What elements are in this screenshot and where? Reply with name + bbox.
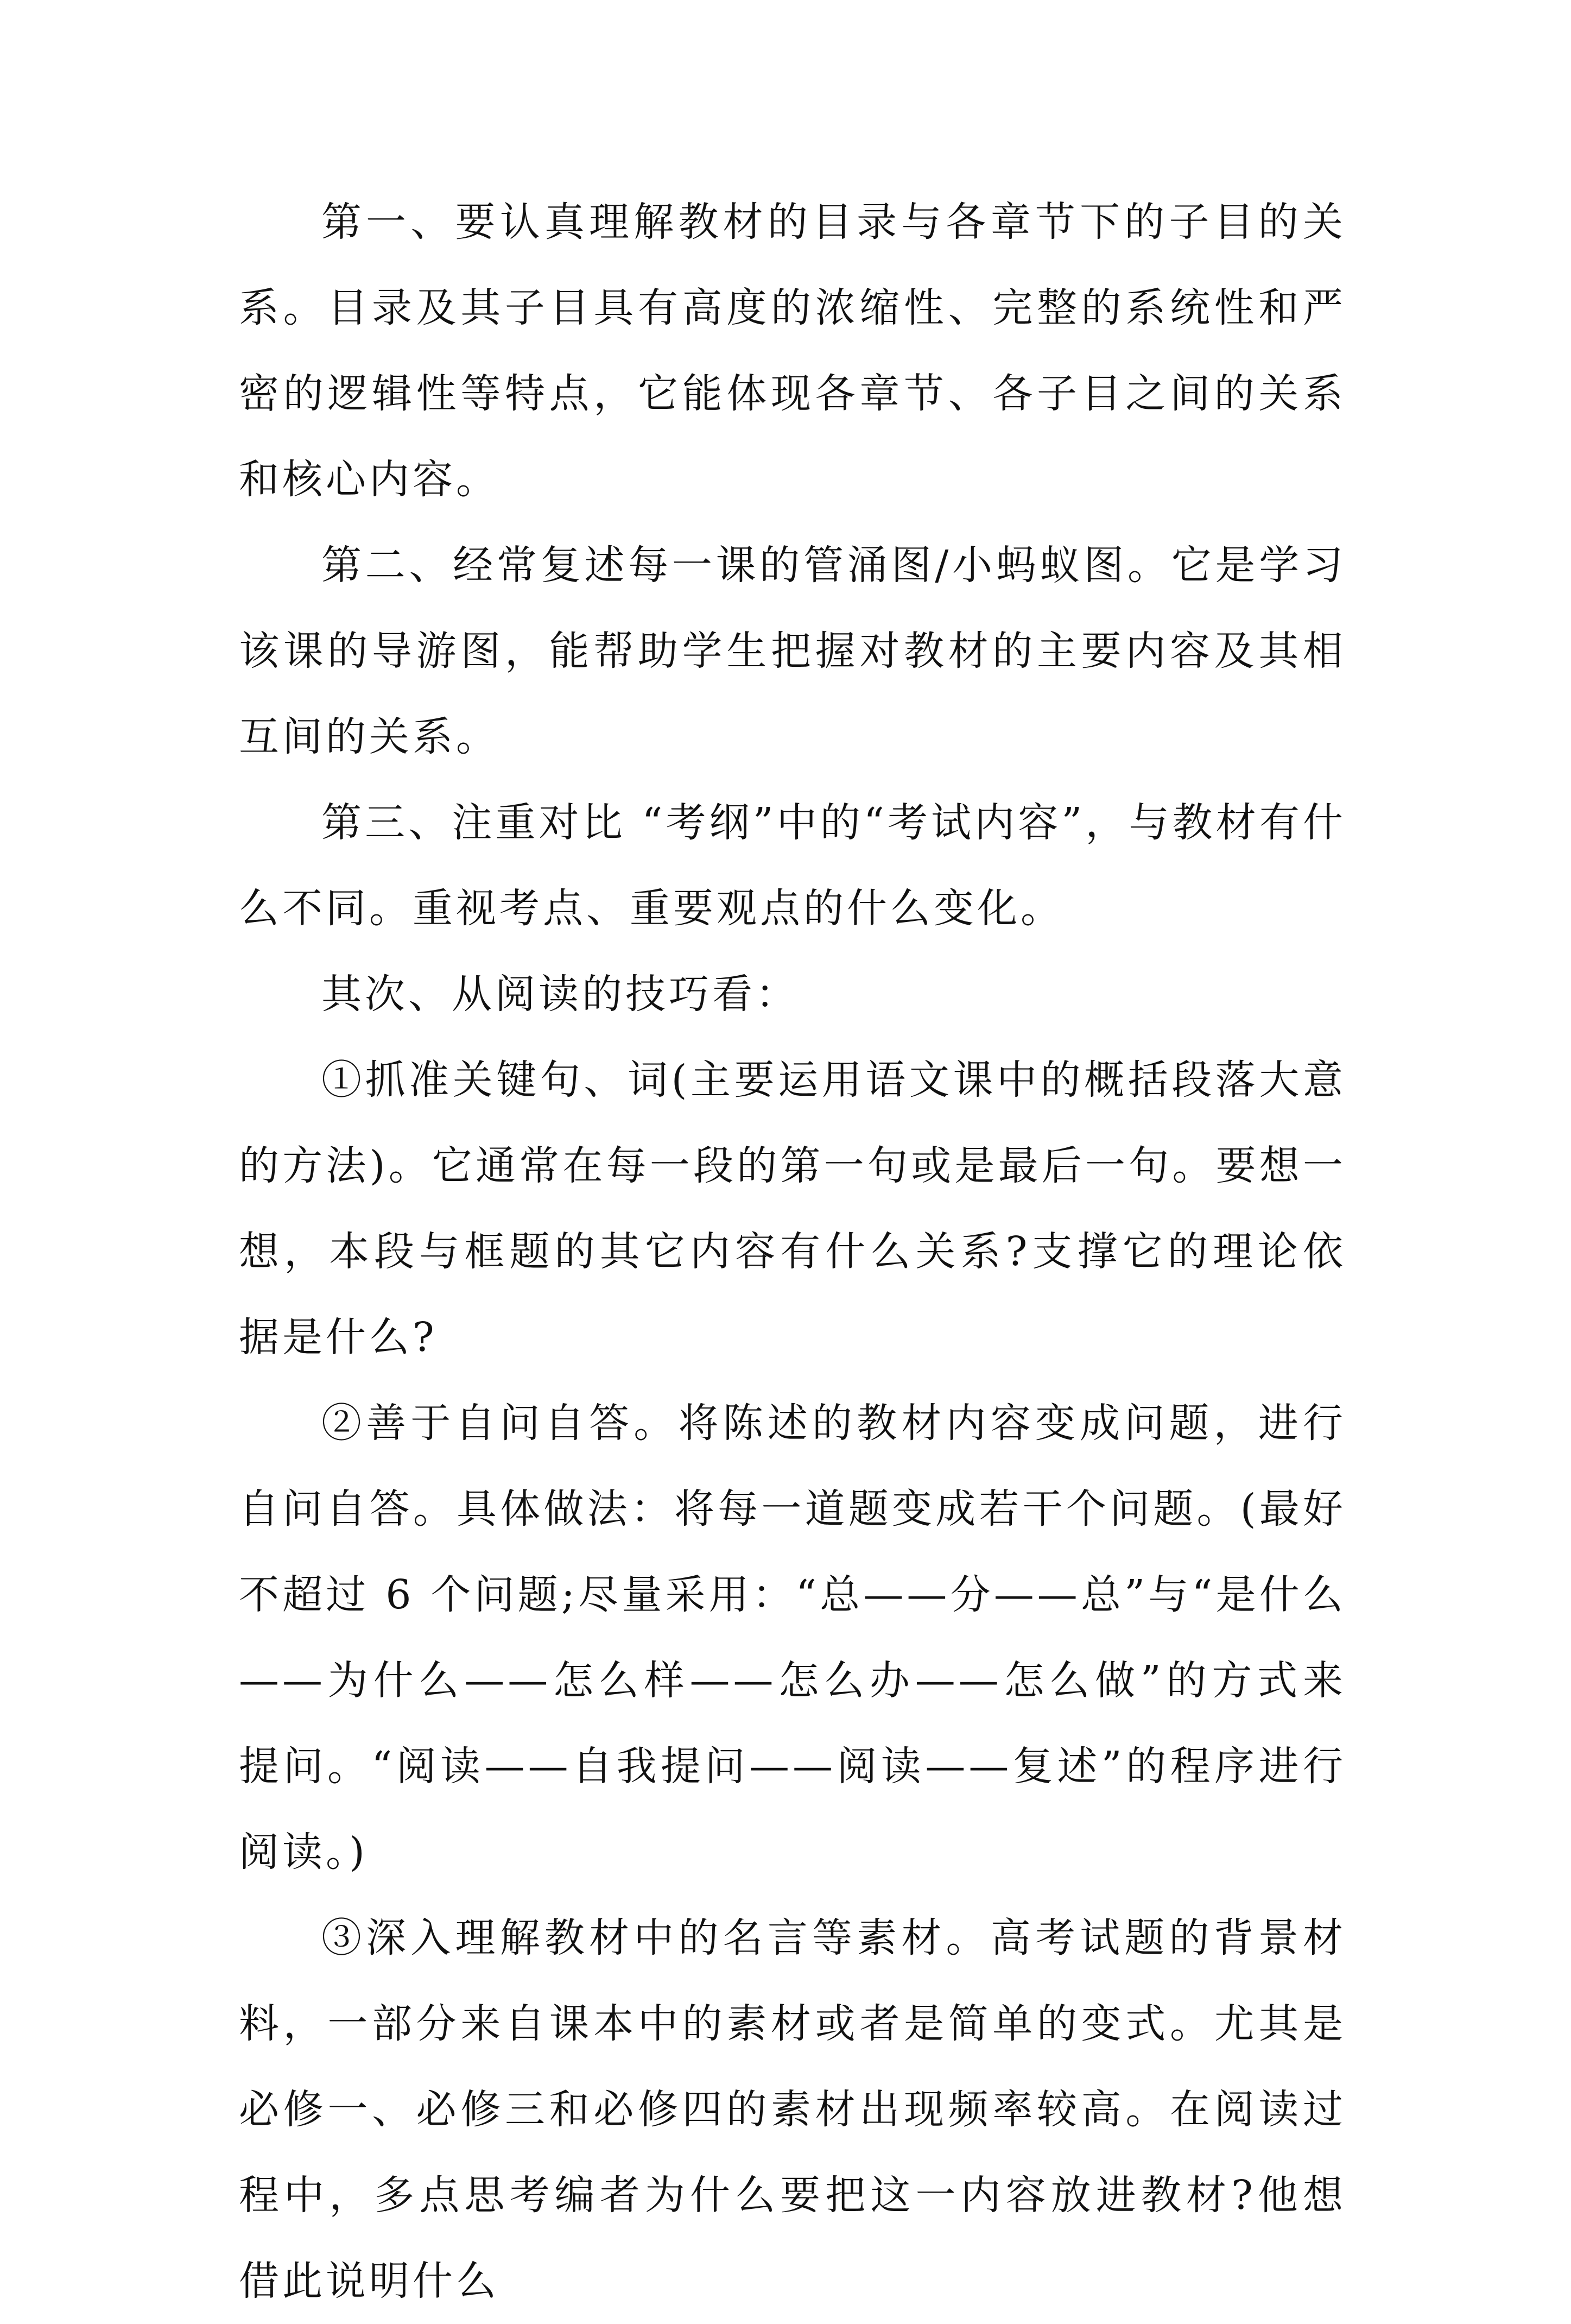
- paragraph-3: 第三、注重对比 “考纲”中的“考试内容”，与教材有什么不同。重视考点、重要观点的什么变化。: [239, 799, 1346, 932]
- paragraph-7: ③深入理解教材中的名言等素材。高考试题的背景材料，一部分来自课本中的素材或者是简单的变式。尤其是必修一、必修三和必修四的素材出现频率较高。在阅读过程中，多点思考编者为什么要把这一内容放进教材?他想借此说明什么: [239, 1915, 1346, 2304]
- paragraph-1: 第一、要认真理解教材的目录与各章节下的子目的关系。目录及其子目具有高度的浓缩性、完整的系统性和严密的逻辑性等特点，它能体现各章节、各子目之间的关系和核心内容。: [239, 199, 1346, 503]
- paragraph-5: ①抓准关键句、词(主要运用语文课中的概括段落大意的方法)。它通常在每一段的第一句或是最后一句。要想一想，本段与框题的其它内容有什么关系?支撑它的理论依据是什么?: [239, 1057, 1346, 1361]
- document-body: [239, 179, 1346, 2324]
- paragraph-6: ②善于自问自答。将陈述的教材内容变成问题，进行自问自答。具体做法：将每一道题变成若干个问题。(最好不超过 6 个问题;尽量采用：“总——分——总”与“是什么——为什么——怎么样——怎么办——怎么做”的方式来提问。“阅读——自我提问——阅读——复述”的程序进行阅读。): [239, 1400, 1346, 1875]
- paragraph-4: 其次、从阅读的技巧看：: [321, 971, 799, 1018]
- paragraph-2: 第二、经常复述每一课的管涌图/小蚂蚁图。它是学习该课的导游图，能帮助学生把握对教材的主要内容及其相互间的关系。: [239, 542, 1346, 760]
